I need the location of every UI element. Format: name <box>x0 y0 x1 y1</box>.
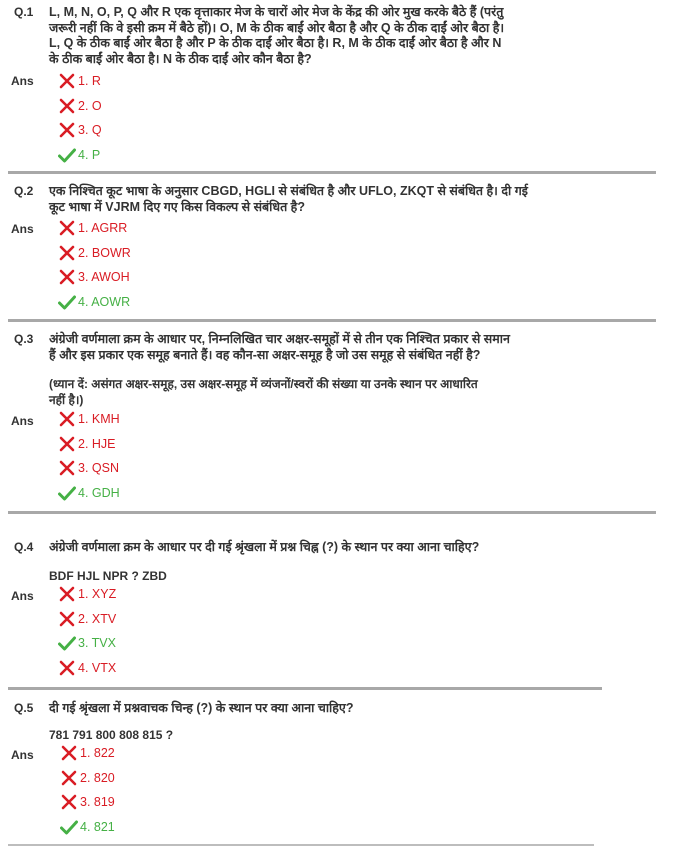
option-2-wrong <box>58 610 116 628</box>
cross-icon <box>60 745 78 761</box>
answer-label: Ans <box>11 414 34 428</box>
cross-icon <box>58 122 76 138</box>
option-1-wrong <box>58 219 127 237</box>
option-2-wrong <box>58 435 116 453</box>
cross-icon <box>58 411 76 427</box>
option-2-wrong <box>58 244 131 262</box>
question-number: Q.3 <box>14 332 34 346</box>
option-4-correct <box>58 293 130 311</box>
option-text: 2. O <box>78 98 102 113</box>
option-1-wrong <box>60 744 115 762</box>
section-divider <box>8 319 656 322</box>
check-icon <box>60 819 78 835</box>
option-text: 4. AOWR <box>78 294 131 309</box>
question-text-line: एक निश्चित कूट भाषा के अनुसार CBGD, HGLI से संबंधित है और UFLO, ZKQT से संबंधित है। दी गई <box>49 184 528 198</box>
option-1-wrong <box>58 72 101 90</box>
option-text: 4. VTX <box>78 660 117 675</box>
answer-label: Ans <box>11 74 34 88</box>
cross-icon <box>58 436 76 452</box>
option-4-correct <box>60 818 115 836</box>
answer-label: Ans <box>11 748 34 762</box>
question-number: Q.2 <box>14 184 34 198</box>
question-note-line: BDF HJL NPR ? ZBD <box>49 569 167 583</box>
answer-label: Ans <box>11 589 34 603</box>
option-text: 4. GDH <box>78 485 120 500</box>
question-text-line: L, M, N, O, P, Q और R एक वृत्ताकार मेज के चारों ओर मेज के केंद्र की ओर मुख करके बैठे हैं (परंतु <box>49 5 504 19</box>
option-text: 1. 822 <box>80 746 115 760</box>
option-text: 3. 819 <box>80 795 115 809</box>
check-icon <box>58 147 76 163</box>
question-note-line: (ध्यान दें: असंगत अक्षर-समूह, उस अक्षर-समूह में व्यंजनों/स्वरों की संख्या या उनके स्थान पर आधारित <box>49 377 478 391</box>
check-icon <box>58 294 76 310</box>
question-number: Q.1 <box>14 5 34 19</box>
option-3-correct <box>58 634 116 652</box>
cross-icon <box>58 269 76 285</box>
question-text-line: अंग्रेजी वर्णमाला क्रम के आधार पर, निम्नलिखित चार अक्षर-समूहों में से तीन एक निश्चित प्रकार से समान <box>49 332 510 346</box>
option-text: 2. XTV <box>78 611 117 626</box>
option-text: 4. P <box>78 147 101 162</box>
cross-icon <box>60 794 78 810</box>
cross-icon <box>58 660 76 676</box>
option-2-wrong <box>58 97 102 115</box>
check-icon <box>58 485 76 501</box>
question-number: Q.5 <box>14 701 34 715</box>
cross-icon <box>58 220 76 236</box>
question-text-line: दी गई श्रृंखला में प्रश्नवाचक चिन्ह (?) के स्थान पर क्या आना चाहिए? <box>49 701 354 715</box>
option-text: 2. BOWR <box>78 245 131 260</box>
option-text: 3. TVX <box>78 636 116 650</box>
option-text: 2. 820 <box>80 770 115 785</box>
option-text: 1. R <box>78 74 101 88</box>
question-number: Q.4 <box>14 540 34 554</box>
option-3-wrong <box>60 793 115 811</box>
check-icon <box>58 635 76 651</box>
cross-icon <box>60 770 78 786</box>
option-3-wrong <box>58 459 119 477</box>
question-text-line: L, Q के ठीक बाईं ओर बैठा है और P के ठीक दाईं ओर बैठा है। R, M के ठीक दाईं ओर बैठा है और N <box>49 36 502 50</box>
cross-icon <box>58 245 76 261</box>
cross-icon <box>58 73 76 89</box>
question-text-line: अंग्रेजी वर्णमाला क्रम के आधार पर दी गई श्रृंखला में प्रश्न चिह्न (?) के स्थान पर क्या आना चाहिए? <box>49 540 480 554</box>
option-text: 3. AWOH <box>78 270 130 284</box>
answer-label: Ans <box>11 222 34 236</box>
section-divider <box>8 844 594 846</box>
option-text: 2. HJE <box>78 436 116 451</box>
option-text: 4. 821 <box>80 819 115 834</box>
cross-icon <box>58 586 76 602</box>
option-text: 3. QSN <box>78 461 119 475</box>
option-1-wrong <box>58 410 120 428</box>
question-text-line: हैं और इस प्रकार एक समूह बनाते हैं। वह कौन-सा अक्षर-समूह है जो उस समूह से संबंधित नहीं है? <box>49 347 481 362</box>
question-text-line: कूट भाषा में VJRM दिए गए किस विकल्प से संबंधित है? <box>49 199 305 214</box>
option-text: 1. KMH <box>78 412 120 426</box>
option-text: 3. Q <box>78 123 102 137</box>
option-2-wrong <box>60 769 115 787</box>
option-1-wrong <box>58 585 116 603</box>
cross-icon <box>58 611 76 627</box>
section-divider <box>8 687 602 690</box>
option-text: 1. XYZ <box>78 587 117 601</box>
question-text-line: के ठीक बाईं ओर बैठा है। N के ठीक दाईं ओर कौन बैठा है? <box>49 51 312 66</box>
option-4-correct <box>58 146 100 164</box>
option-text: 1. AGRR <box>78 221 128 235</box>
question-note-line: 781 791 800 808 815 ? <box>49 728 174 742</box>
cross-icon <box>58 460 76 476</box>
section-divider <box>8 171 656 174</box>
option-3-wrong <box>58 268 130 286</box>
section-divider <box>8 511 656 514</box>
cross-icon <box>58 98 76 114</box>
option-4-correct <box>58 484 120 502</box>
option-3-wrong <box>58 121 102 139</box>
question-text-line: जरूरी नहीं कि वे इसी क्रम में बैठे हों)। O, M के ठीक बाईं ओर बैठा है और Q के ठीक दाईं ओर बैठा है। <box>49 20 505 35</box>
option-4-wrong <box>58 659 116 677</box>
question-note-line: नहीं है।) <box>49 392 84 407</box>
